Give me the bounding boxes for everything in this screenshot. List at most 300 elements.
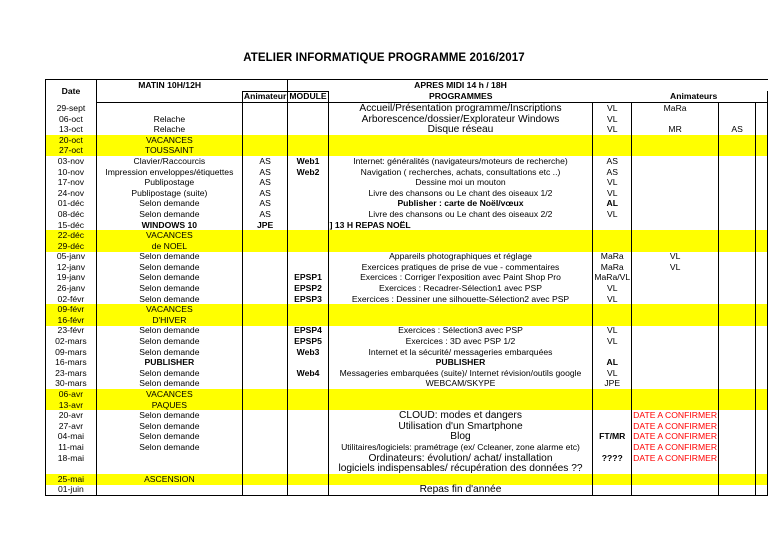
animateur-cell (242, 410, 288, 421)
animateurs-cell-2 (632, 368, 719, 379)
module-cell (288, 209, 328, 220)
programme-cell (328, 474, 593, 485)
date-cell: 01-déc (46, 199, 97, 210)
morning-cell: Impression enveloppes/étiquettes (105, 166, 234, 177)
animateurs-cell-3 (719, 368, 756, 379)
table-row (46, 124, 768, 135)
empty-cell (288, 463, 328, 474)
table-row (46, 262, 768, 273)
animateurs-cell (593, 421, 632, 432)
module-cell: Web3 (288, 347, 328, 358)
animateur-cell (242, 241, 288, 252)
table-row (46, 315, 768, 326)
programme-cell: Dessine moi un mouton (415, 177, 506, 188)
table-row (46, 209, 768, 220)
morning-cell: Selon demande (139, 410, 200, 421)
animateurs-cell-3 (719, 400, 756, 411)
row-end-cell (756, 442, 768, 453)
animateurs-cell-2 (632, 209, 719, 220)
row-end-cell (756, 485, 768, 496)
animateurs-cell-3 (719, 453, 756, 464)
animateurs-cell-2 (632, 230, 719, 241)
animateurs-cell-3 (719, 379, 756, 390)
table-row (46, 432, 768, 443)
programme-cell: Exercices : Corriger l'exposition avec Paint Shop Pro (360, 272, 561, 283)
row-end-cell (756, 347, 768, 358)
animateur-cell (242, 432, 288, 443)
row-end-cell (756, 220, 768, 231)
module-cell (288, 410, 328, 421)
empty-cell (632, 463, 719, 474)
animateur-cell (242, 347, 288, 358)
date-cell: 20-oct (46, 135, 97, 146)
animateurs-cell-3 (719, 474, 756, 485)
date-cell: 16-mars (46, 357, 97, 368)
programme-cell: WEBCAM/SKYPE (425, 378, 496, 389)
date-cell: 06-avr (46, 389, 97, 400)
module-cell (288, 432, 328, 443)
table-row (46, 199, 768, 210)
animateur-cell (242, 103, 288, 114)
programme-cell: Messageries embarquées (suite)/ Internet révision/outils google (339, 367, 582, 378)
animateurs-cell-3 (719, 304, 756, 315)
row-end-cell (756, 199, 768, 210)
morning-cell: VACANCES (96, 304, 242, 315)
empty-cell (242, 463, 288, 474)
animateurs-cell (593, 389, 632, 400)
module-cell (288, 241, 328, 252)
date-cell: 18-mai (46, 453, 97, 464)
animateur-cell (242, 135, 288, 146)
animateurs-cell: VL (593, 326, 632, 337)
animateur-cell (242, 326, 288, 337)
programme-cell: Arborescence/dossier/Explorateur Windows (361, 113, 560, 125)
animateurs-cell-3 (719, 485, 756, 496)
animateurs-cell-2 (632, 188, 719, 199)
animateurs-cell-3 (719, 410, 756, 421)
date-cell: 17-nov (46, 177, 97, 188)
row-end-cell (756, 167, 768, 178)
morning-cell: Selon demande (139, 346, 200, 357)
animateurs-cell-3 (719, 294, 756, 305)
animateurs-cell-3 (719, 283, 756, 294)
animateur-cell: AS (242, 209, 288, 220)
animateurs-cell-2 (632, 315, 719, 326)
animateur-cell: AS (242, 156, 288, 167)
header-date: Date (46, 80, 97, 103)
morning-cell: Selon demande (139, 208, 200, 219)
morning-cell: Selon demande (139, 283, 200, 294)
animateurs-cell-3: AS (719, 124, 756, 135)
date-cell: 27-oct (46, 146, 97, 157)
morning-cell: TOUSSAINT (96, 146, 242, 157)
header-animateur: Animateur (243, 91, 287, 102)
date-cell: 26-janv (46, 283, 97, 294)
animateurs-cell-2 (632, 400, 719, 411)
table-row-continuation (46, 463, 768, 474)
row-end-cell (756, 188, 768, 199)
table-row (46, 453, 768, 464)
animateurs-cell-3 (719, 177, 756, 188)
animateurs-cell: AS (593, 156, 632, 167)
animateurs-cell-3 (719, 114, 756, 125)
programme-cell: PUBLISHER (435, 357, 486, 368)
module-cell: EPSP5 (288, 336, 328, 347)
table-row (46, 135, 768, 146)
animateurs-cell-2 (632, 389, 719, 400)
animateurs-cell: MaRa (593, 252, 632, 263)
animateurs-cell-3 (719, 220, 756, 231)
table-row (46, 347, 768, 358)
animateurs-cell-3 (719, 156, 756, 167)
animateurs-cell (593, 315, 632, 326)
animateurs-cell-3 (719, 389, 756, 400)
date-cell: 13-avr (46, 400, 97, 411)
morning-cell: Relache (153, 113, 186, 124)
animateurs-cell-2: DATE A CONFIRMER (633, 410, 718, 421)
animateur-cell (242, 315, 288, 326)
animateurs-cell-2: VL (632, 262, 719, 273)
animateurs-cell: VL (593, 114, 632, 125)
table-row (46, 485, 768, 496)
animateur-cell (242, 474, 288, 485)
animateur-cell (242, 230, 288, 241)
row-end-cell (756, 146, 768, 157)
morning-cell: PAQUES (96, 400, 242, 411)
date-cell: 02-févr (46, 294, 97, 305)
animateurs-cell-3 (719, 442, 756, 453)
row-end-cell (756, 432, 768, 443)
date-cell: 22-déc (46, 230, 97, 241)
header-module: MODULE (289, 91, 327, 102)
date-cell: 20-avr (46, 410, 97, 421)
table-row (46, 188, 768, 199)
module-cell: EPSP4 (288, 326, 328, 337)
animateurs-cell-2 (632, 199, 719, 210)
date-cell: 03-nov (46, 156, 97, 167)
header-afternoon: APRES MIDI 14 h / 18H (328, 80, 593, 92)
morning-cell: WINDOWS 10 (141, 219, 198, 230)
animateurs-cell: VL (593, 209, 632, 220)
document-title: ATELIER INFORMATIQUE PROGRAMME 2016/2017 (243, 52, 525, 64)
programme-cell: Appareils photographiques et réglage (389, 251, 532, 262)
animateurs-cell-2: DATE A CONFIRMER (633, 431, 718, 442)
table-row (46, 146, 768, 157)
empty-cell (756, 463, 768, 474)
morning-cell (96, 453, 242, 464)
row-end-cell (756, 230, 768, 241)
module-cell (288, 442, 328, 453)
morning-cell: Selon demande (139, 420, 200, 431)
module-cell: Web2 (288, 167, 328, 178)
animateurs-cell-2 (632, 326, 719, 337)
row-end-cell (756, 389, 768, 400)
date-cell: 13-oct (46, 124, 97, 135)
programme-cell: Utilisation d'un Smartphone (398, 420, 523, 432)
table-row (46, 357, 768, 368)
morning-cell: Selon demande (139, 261, 200, 272)
animateur-cell (242, 283, 288, 294)
animateur-cell (242, 357, 288, 368)
table-row (46, 177, 768, 188)
animateurs-cell-3 (719, 357, 756, 368)
date-cell: 24-nov (46, 188, 97, 199)
empty-cell (46, 463, 97, 474)
table-row (46, 283, 768, 294)
animateurs-cell-2 (632, 156, 719, 167)
module-cell: EPSP2 (288, 283, 328, 294)
module-cell (288, 252, 328, 263)
date-cell: 19-janv (46, 273, 97, 284)
module-cell (288, 230, 328, 241)
table-row (46, 114, 768, 125)
module-cell (288, 485, 328, 496)
animateurs-cell: VL (593, 103, 632, 114)
row-end-cell (756, 304, 768, 315)
header-animateurs: Animateurs (632, 91, 756, 103)
table-row (46, 252, 768, 263)
animateurs-cell-2 (632, 135, 719, 146)
animateur-cell (242, 421, 288, 432)
animateur-cell (242, 442, 288, 453)
module-cell (288, 114, 328, 125)
header-programmes: PROGRAMMES (328, 91, 593, 103)
table-row (46, 474, 768, 485)
module-cell (288, 103, 328, 114)
morning-cell: Relache (153, 124, 186, 135)
table-row (46, 389, 768, 400)
row-end-cell (756, 315, 768, 326)
programme-cell-line2: logiciels indispensables/ récupération des données ?? (338, 463, 583, 475)
module-cell (288, 389, 328, 400)
animateurs-cell: VL (593, 336, 632, 347)
module-cell: EPSP1 (288, 273, 328, 284)
programme-cell: Blog (450, 431, 471, 443)
programme-table (45, 79, 768, 496)
date-cell: 12-janv (46, 262, 97, 273)
row-end-cell (756, 421, 768, 432)
animateurs-cell-3 (719, 347, 756, 358)
animateurs-cell-2 (632, 357, 719, 368)
row-end-cell (756, 336, 768, 347)
morning-cell: Selon demande (139, 441, 200, 452)
module-cell (288, 220, 328, 231)
row-end-cell (756, 262, 768, 273)
animateur-cell: AS (242, 167, 288, 178)
date-cell: 10-nov (46, 167, 97, 178)
animateurs-cell (593, 230, 632, 241)
date-cell: 02-mars (46, 336, 97, 347)
programme-cell (328, 146, 593, 157)
animateurs-cell-2 (632, 167, 719, 178)
programme-cell: Publisher : carte de Noël/vœux (397, 198, 524, 209)
animateur-cell (242, 453, 288, 464)
animateurs-cell-2 (632, 114, 719, 125)
table-row (46, 368, 768, 379)
module-cell (288, 146, 328, 157)
module-cell: Web1 (288, 156, 328, 167)
empty-cell (96, 463, 242, 474)
module-cell (288, 379, 328, 390)
date-cell: 23-mars (46, 368, 97, 379)
animateurs-cell (593, 241, 632, 252)
module-cell (288, 188, 328, 199)
animateurs-cell (593, 146, 632, 157)
module-cell: EPSP3 (288, 294, 328, 305)
animateurs-cell: MaRa/VL (594, 272, 631, 283)
row-end-cell (756, 326, 768, 337)
table-row (46, 167, 768, 178)
animateurs-cell-2 (632, 241, 719, 252)
empty-cell (719, 463, 756, 474)
date-cell: 16-févr (46, 315, 97, 326)
animateurs-cell-2 (632, 336, 719, 347)
morning-cell: Selon demande (139, 251, 200, 262)
animateur-cell (242, 273, 288, 284)
morning-cell: Selon demande (139, 378, 200, 389)
animateurs-cell: FT/MR (593, 432, 632, 443)
module-cell (288, 400, 328, 411)
animateur-cell: JPE (242, 220, 288, 231)
date-cell: 05-janv (46, 252, 97, 263)
animateurs-cell-2 (632, 474, 719, 485)
animateurs-cell (593, 485, 632, 496)
animateurs-cell (593, 220, 632, 231)
animateurs-cell (593, 135, 632, 146)
date-cell: 11-mai (46, 442, 97, 453)
programme-cell: Exercices pratiques de prise de vue - commentaires (361, 261, 560, 272)
module-cell (288, 124, 328, 135)
date-cell: 09-mars (46, 347, 97, 358)
morning-cell: VACANCES (96, 389, 242, 400)
programme-cell: Exercices : 3D avec PSP 1/2 (405, 336, 516, 347)
table-row (46, 220, 768, 231)
morning-cell: Selon demande (139, 325, 200, 336)
row-end-cell (756, 209, 768, 220)
morning-cell: Publipostage (144, 177, 195, 188)
programme-cell: Disque réseau (427, 124, 494, 136)
programme-cell (328, 230, 593, 241)
animateurs-cell-3 (719, 146, 756, 157)
date-cell: 04-mai (46, 432, 97, 443)
animateurs-cell: VL (593, 188, 632, 199)
table-row (46, 421, 768, 432)
animateur-cell (242, 262, 288, 273)
module-cell (288, 135, 328, 146)
morning-cell (96, 485, 242, 496)
programme-cell: Livre des chansons ou Le chant des oiseaux 1/2 (368, 187, 553, 198)
programme-cell: Internet et la sécurité/ messageries embarquées (368, 346, 553, 357)
row-end-cell (756, 135, 768, 146)
date-cell: 09-févr (46, 304, 97, 315)
animateurs-cell (593, 400, 632, 411)
morning-cell: Selon demande (139, 367, 200, 378)
morning-cell: PUBLISHER (144, 357, 195, 368)
animateur-cell (242, 124, 288, 135)
programme-cell (328, 315, 593, 326)
animateurs-cell: VL (593, 294, 632, 305)
row-end-cell (756, 379, 768, 390)
row-end-cell (756, 273, 768, 284)
animateurs-cell-3 (719, 262, 756, 273)
programme-cell: CLOUD: modes et dangers (399, 410, 522, 422)
date-cell: 30-mars (46, 379, 97, 390)
row-end-cell (756, 241, 768, 252)
animateurs-cell-3 (719, 167, 756, 178)
animateurs-cell (593, 347, 632, 358)
programme-cell: Ordinateurs: évolution/ achat/ installation (368, 452, 553, 464)
morning-cell: D'HIVER (96, 315, 242, 326)
animateurs-cell-3 (719, 241, 756, 252)
animateurs-cell-3 (719, 199, 756, 210)
date-cell: 29-sept (46, 103, 97, 114)
morning-cell: Selon demande (139, 431, 200, 442)
animateurs-cell: ???? (593, 453, 632, 464)
row-end-cell (756, 114, 768, 125)
animateurs-cell-3 (719, 135, 756, 146)
morning-cell: ASCENSION (96, 474, 242, 485)
row-end-cell (756, 124, 768, 135)
module-cell (288, 357, 328, 368)
animateurs-cell-2: VL (632, 252, 719, 263)
animateur-cell (242, 379, 288, 390)
animateur-cell (242, 114, 288, 125)
animateurs-cell: AL (593, 199, 632, 210)
animateurs-cell-3 (719, 273, 756, 284)
animateurs-cell-2 (632, 283, 719, 294)
animateurs-cell: AL (593, 357, 632, 368)
table-row (46, 442, 768, 453)
animateur-cell (242, 389, 288, 400)
date-cell: 23-févr (46, 326, 97, 337)
morning-cell: Selon demande (139, 198, 200, 209)
row-end-cell (756, 453, 768, 464)
programme-cell: Navigation ( recherches, achats, consultations etc ..) (360, 166, 561, 177)
animateurs-cell-2 (632, 146, 719, 157)
programme-cell: Utilitaires/logiciels: pramétrage (ex/ Ccleaner, zone alarme etc) (341, 441, 580, 452)
morning-cell: VACANCES (96, 230, 242, 241)
animateurs-cell-2: DATE A CONFIRMER (633, 452, 718, 463)
animateur-cell (242, 336, 288, 347)
row-end-cell (756, 368, 768, 379)
animateurs-cell: VL (593, 368, 632, 379)
morning-cell: Selon demande (139, 272, 200, 283)
table-row (46, 400, 768, 411)
animateurs-cell-2 (632, 273, 719, 284)
date-cell: 08-déc (46, 209, 97, 220)
programme-cell: ] 13 H REPAS NOËL (329, 219, 411, 230)
animateurs-cell: AS (593, 167, 632, 178)
animateur-cell: AS (242, 188, 288, 199)
morning-cell (96, 103, 242, 114)
animateurs-cell-2 (632, 220, 719, 231)
row-end-cell (756, 177, 768, 188)
morning-cell: Clavier/Raccourcis (133, 155, 206, 166)
programme-cell (328, 389, 593, 400)
row-end-cell (756, 103, 768, 114)
row-end-cell (756, 294, 768, 305)
animateurs-cell-2 (632, 347, 719, 358)
module-cell (288, 199, 328, 210)
table-row (46, 103, 768, 114)
date-cell: 25-mai (46, 474, 97, 485)
animateurs-cell: JPE (593, 379, 632, 390)
programme-cell: Exercices : Sélection3 avec PSP (398, 325, 523, 336)
programme-cell: Repas fin d'année (328, 485, 593, 496)
table-row (46, 379, 768, 390)
programme-cell: Exercices : Recadrer-Sélection1 avec PSP (379, 283, 542, 294)
table-row (46, 304, 768, 315)
